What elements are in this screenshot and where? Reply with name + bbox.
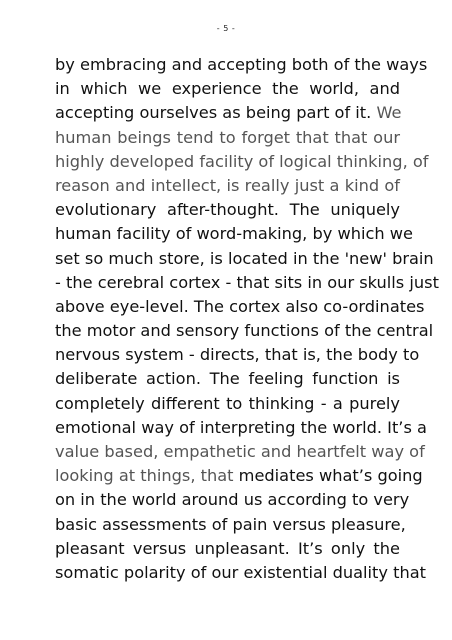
text-segment: We bbox=[376, 103, 402, 123]
text-line: by embracing and accepting both of the ways bbox=[55, 55, 428, 74]
text-segment: accepting ourselves as being part of it. bbox=[55, 103, 372, 123]
text-line: - the cerebral cortex - that sits in our skulls just bbox=[55, 272, 439, 292]
text-line: nervous system - directs, that is, the body to bbox=[55, 345, 420, 365]
text-line: on in the world around us according to very bbox=[55, 490, 410, 510]
text-segment: mediates what’s going bbox=[238, 466, 423, 486]
text-line: above eye-level. The cortex also co-ordinates bbox=[55, 296, 425, 316]
text-line: basic assessments of pain versus pleasure, bbox=[55, 514, 406, 534]
text-line: human beings tend to forget that that our bbox=[55, 127, 400, 147]
text-line: value based, empathetic and heartfelt way of bbox=[55, 442, 425, 461]
text-line: pleasant versus unpleasant. It’s only the bbox=[55, 538, 400, 558]
text-line: emotional way of interpreting the world. It’s a bbox=[55, 417, 427, 437]
body-paragraph bbox=[55, 53, 439, 585]
text-line: in which we experience the world, and bbox=[55, 79, 400, 99]
text-line: the motor and sensory functions of the central bbox=[55, 321, 434, 341]
text-line: reason and intellect, is really just a kind of bbox=[55, 175, 400, 195]
text-line: somatic polarity of our existential duality that bbox=[55, 562, 427, 582]
text-line bbox=[55, 464, 423, 488]
text-line: completely different to thinking - a purely bbox=[55, 393, 400, 413]
page-number: - 5 - bbox=[216, 24, 236, 33]
text-line: deliberate action. The feeling function is bbox=[55, 369, 400, 389]
text-line: evolutionary after-thought. The uniquely bbox=[55, 200, 400, 220]
text-segment: looking at things, that bbox=[55, 466, 234, 486]
text-line: set so much store, is located in the 'new' brain bbox=[55, 248, 434, 268]
text-line bbox=[55, 101, 400, 125]
text-line: human facility of word-making, by which we bbox=[55, 224, 413, 244]
text-line: highly developed facility of logical thinking, of bbox=[55, 151, 429, 171]
